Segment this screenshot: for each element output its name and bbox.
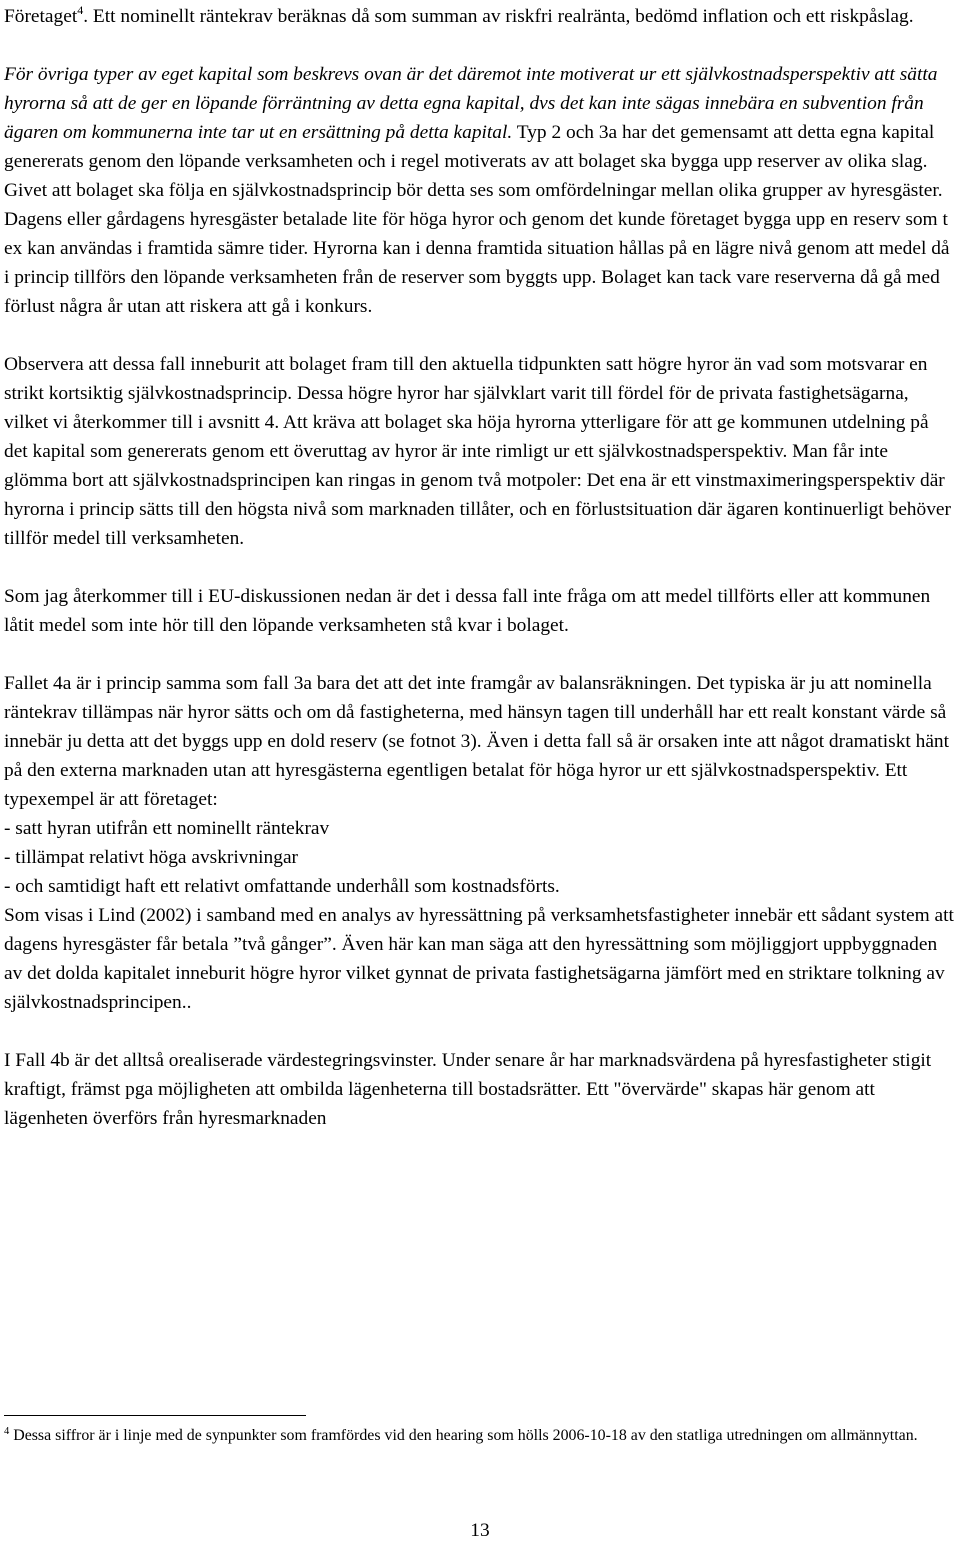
footnote-number: 4: [4, 1426, 10, 1437]
list-item: - och samtidigt haft ett relativt omfattande underhåll som kostnadsförts.: [4, 876, 560, 897]
paragraph-eu-discussion: Som jag återkommer till i EU-diskussionen nedan är det i dessa fall inte fråga om att medel tillförts eller att kommunen låtit medel som inte hör till den löpande verksamheten stå kvar i bolaget.: [4, 586, 931, 636]
page-number: 13: [470, 1520, 490, 1541]
paragraph-intro: [4, 2, 956, 31]
paragraph-observera: Observera att dessa fall inneburit att bolaget fram till den aktuella tidpunkten satt högre hyror än vad som motsvarar en strikt kortsiktig självkostnadsprincip. Dessa högre hyror har självklart varit till fördel för de privata fastighetsägarna, vilket vi återkommer till i avsnitt 4. Att kräva att bolaget ska höja hyrorna ytterligare för att ge kommunen utdelning på det kapital som genererats genom ett överuttag av hyror är inte rimligt ur ett självkostnadsperspektiv. Man får inte glömma bort att självkostnadsprincipen kan ringas in genom två motpoler: Det ena är ett vinstmaximeringsperspektiv där hyrorna i princip sätts till den högsta nivå som marknaden tillåter, och en förlustsituation där ägaren kontinuerligt behöver tillför medel till verksamheten.: [4, 354, 951, 549]
footnote-text: Dessa siffror är i linje med de synpunkter som framfördes vid den hearing som hölls 2006-10-18 av den statliga utredningen om allmännyttan.: [9, 1427, 918, 1444]
paragraph-intro-start: Företaget: [4, 6, 78, 27]
list-item: - tillämpat relativt höga avskrivningar: [4, 847, 299, 868]
footnote-ref-4[interactable]: 4: [77, 3, 84, 17]
document-body: [4, 2, 956, 1133]
footnote-divider: [4, 1415, 306, 1416]
paragraph-fallet-4a: Fallet 4a är i princip samma som fall 3a bara det att det inte framgår av balansräkningen. Det typiska är ju att nominella räntekrav tillämpas när hyror sätts och om då fastigheterna, med hänsyn tagen till underhåll har ett realt konstant värde så innebär ju detta att det byggs upp en dold reserv (se fotnot 3). Även i detta fall så är orsaken inte att något dramatiskt hänt på den externa marknaden utan att hyresgästerna egentligen betalat för höga hyror ur ett självkostnadsperspektiv. Ett typexempel är att företaget:: [4, 673, 950, 810]
paragraph-equity-text: Typ 2 och 3a har det gemensamt att detta egna kapital genererats genom den löpande verksamheten och i regel motiverats av att bolaget ska bygga upp reserver av olika slag. Givet att bolaget ska följa en självkostnadsprincip bör detta ses som omfördelningar mellan olika grupper av hyresgäster. Dagens eller gårdagens hyresgäster betalade lite för höga hyror och genom det kunde företaget bygga upp en reserv som t ex kan användas i framtida sämre tider. Hyrorna kan i denna framtida situation hållas på en lägre nivå genom att medel då i princip tillförs den löpande verksamheten från de reserver som byggts upp. Bolaget kan tack vare reserverna då gå med förlust några år utan att riskera att gå i konkurs.: [4, 122, 950, 317]
paragraph-equity: [4, 60, 956, 321]
paragraph-fall-4b: I Fall 4b är det alltså orealiserade värdestegringsvinster. Under senare år har marknadsvärdena på hyresfastigheter stigit kraftigt, främst pga möjligheten att ombilda lägenheterna till bostadsrätter. Ett "övervärde" skapas här genom att lägenheten överförs från hyresmarknaden: [4, 1050, 932, 1129]
footnote: [4, 1424, 956, 1448]
example-list: [4, 814, 956, 901]
paragraph-equity-italic: För övriga typer av eget kapital som beskrevs ovan är det däremot inte motiverat ur ett självkostnadsperspektiv att sätta hyrorna så att de ger en löpande förräntning av detta egna kapital, dvs det kan inte sägas innebära en subvention från ägaren om kommunerna inte tar ut en ersättning på detta kapital.: [4, 64, 938, 143]
paragraph-intro-rest: . Ett nominellt räntekrav beräknas då som summan av riskfri realränta, bedömd inflation och ett riskpåslag.: [83, 6, 914, 27]
list-item: - satt hyran utifrån ett nominellt räntekrav: [4, 818, 330, 839]
paragraph-lind-2002: Som visas i Lind (2002) i samband med en analys av hyressättning på verksamhetsfastigheter innebär ett sådant system att dagens hyresgäster får betala ”två gånger”. Även här kan man säga att den hyressättning som möjliggjort uppbyggnaden av det dolda kapitalet inneburit högre hyror vilket gynnat de privata fastighetsägarna jämfört med en striktare tolkning av självkostnadsprincipen..: [4, 905, 954, 1013]
